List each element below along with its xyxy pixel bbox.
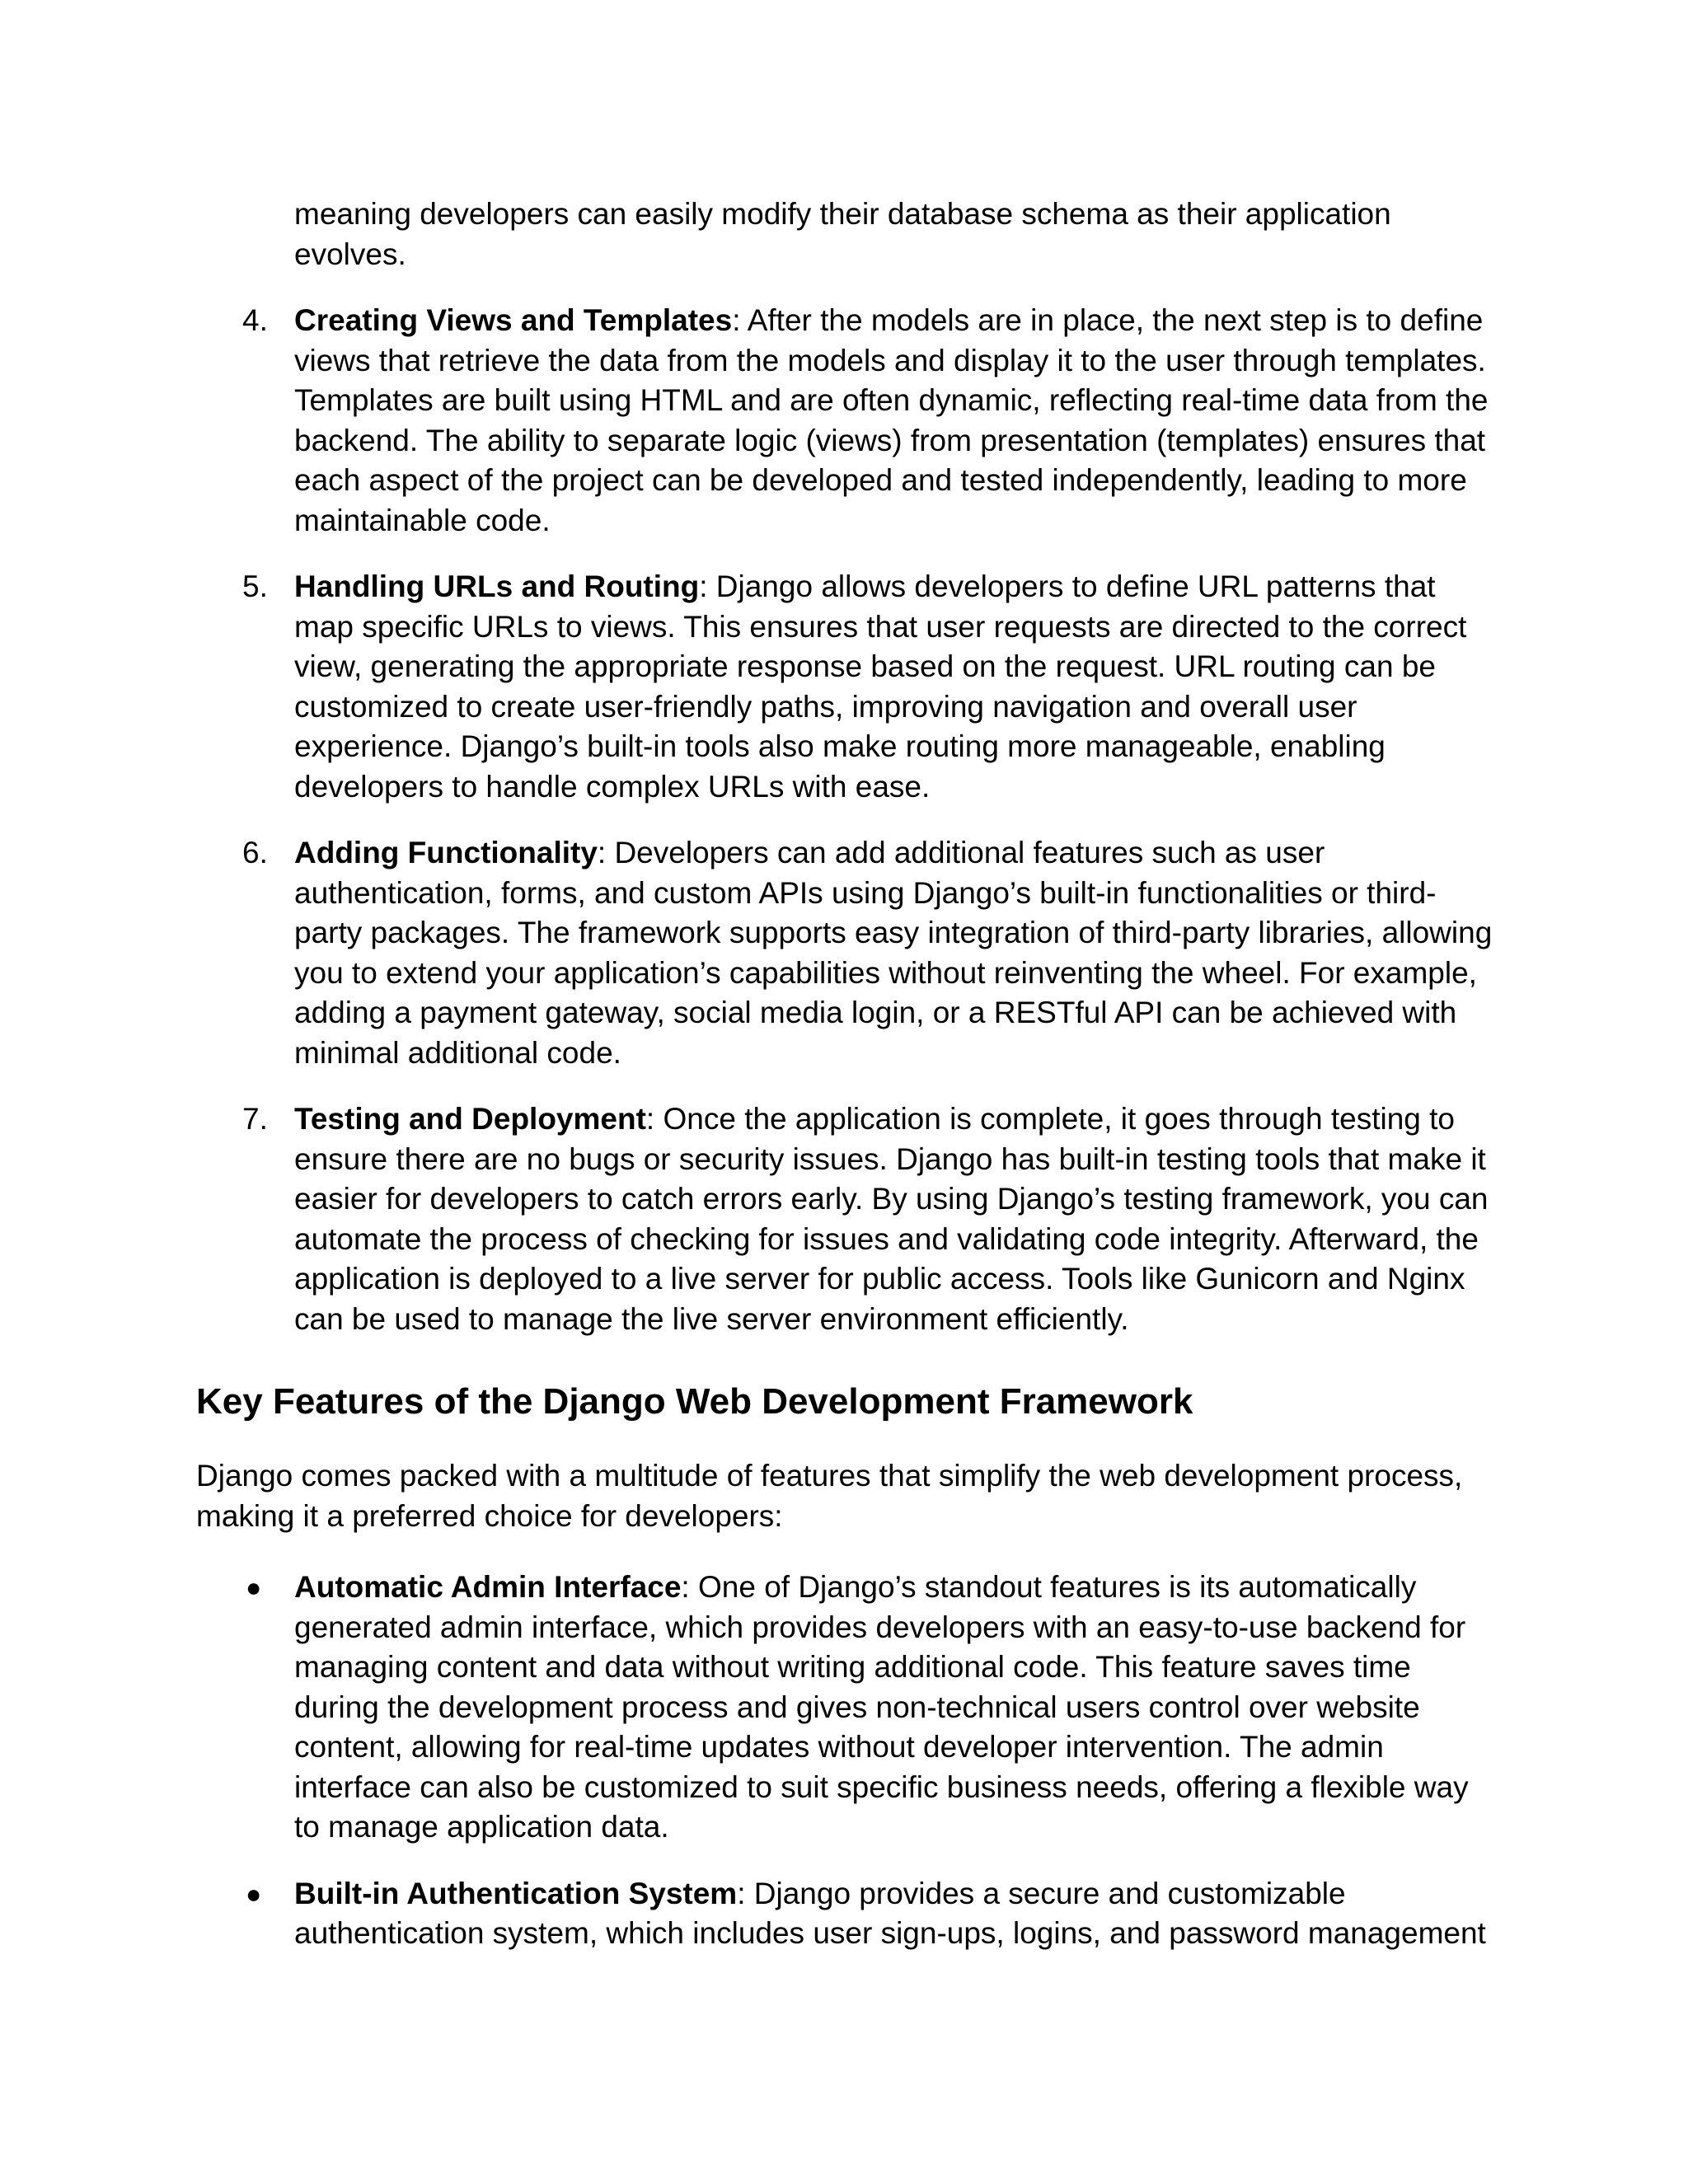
feature-text: : Django provides a secure and customizable authentication system, which includes user sign-ups, logins, and password management <box>294 1876 1486 1950</box>
step-text: : Developers can add additional features such as user authentication, forms, and custom APIs using Django’s built-in functionalities or third-party packages. The framework supports easy integration of third-party libraries, allowing you to extend your application’s capabilities without reinventing the wheel. For example, adding a payment gateway, social media login, or a RESTful API can be achieved with minimal additional code. <box>294 836 1493 1070</box>
feature-text: : One of Django’s standout features is its automatically generated admin interface, which provides developers with an easy-to-use backend for managing content and data without writing additional code. This feature saves time during the development process and gives non-technical users control over website content, allowing for real-time updates without developer intervention. The admin interface can also be customized to suit specific business needs, offering a flexible way to manage application data. <box>294 1570 1469 1844</box>
step-item-7 <box>196 1099 1498 1339</box>
feature-item-admin-interface <box>196 1568 1498 1848</box>
step-term: Testing and Deployment <box>294 1102 646 1136</box>
step-number: 4. <box>242 303 268 337</box>
document-body <box>196 194 1498 1980</box>
features-list <box>196 1568 1498 1954</box>
feature-item-authentication <box>196 1874 1498 1954</box>
steps-list <box>196 301 1498 1339</box>
section-intro: Django comes packed with a multitude of features that simplify the web development process, making it a preferred choice for developers: <box>196 1459 1463 1533</box>
feature-term: Automatic Admin Interface <box>294 1570 682 1604</box>
section-heading: Key Features of the Django Web Development Framework <box>196 1381 1193 1422</box>
step-term: Creating Views and Templates <box>294 303 733 337</box>
step-item-4 <box>196 301 1498 541</box>
bullet-icon: ● <box>246 1878 262 1909</box>
step-number: 5. <box>242 569 268 603</box>
bullet-icon: ● <box>246 1572 262 1602</box>
step-text: : Once the application is complete, it goes through testing to ensure there are no bugs or security issues. Django has built-in testing tools that make it easier for developers to catch errors early. By using Django’s testing framework, you can automate the process of checking for issues and validating code integrity. Afterward, the application is deployed to a live server for public access. Tools like Gunicorn and Nginx can be used to manage the live server environment efficiently. <box>294 1102 1489 1336</box>
step-item-5 <box>196 567 1498 807</box>
step-number: 6. <box>242 836 268 869</box>
step-text: : After the models are in place, the next step is to define views that retrieve the data from the models and display it to the user through templates. Templates are built using HTML and are often dynamic, reflecting real-time data from the backend. The ability to separate logic (views) from presentation (templates) ensures that each aspect of the project can be developed and tested independently, leading to more maintainable code. <box>294 303 1489 537</box>
step-term: Handling URLs and Routing <box>294 569 700 603</box>
step-term: Adding Functionality <box>294 836 598 869</box>
step-item-6 <box>196 833 1498 1073</box>
step-number: 7. <box>242 1102 268 1136</box>
step-text: : Django allows developers to define URL patterns that map specific URLs to views. This ensures that user requests are directed to the correct view, generating the appropriate response based on the request. URL routing can be customized to create user-friendly paths, improving navigation and overall user experience. Django’s built-in tools also make routing more manageable, enabling developers to handle complex URLs with ease. <box>294 569 1467 804</box>
feature-term: Built-in Authentication System <box>294 1876 738 1910</box>
continuation-paragraph: meaning developers can easily modify their database schema as their application evolves. <box>294 197 1391 271</box>
